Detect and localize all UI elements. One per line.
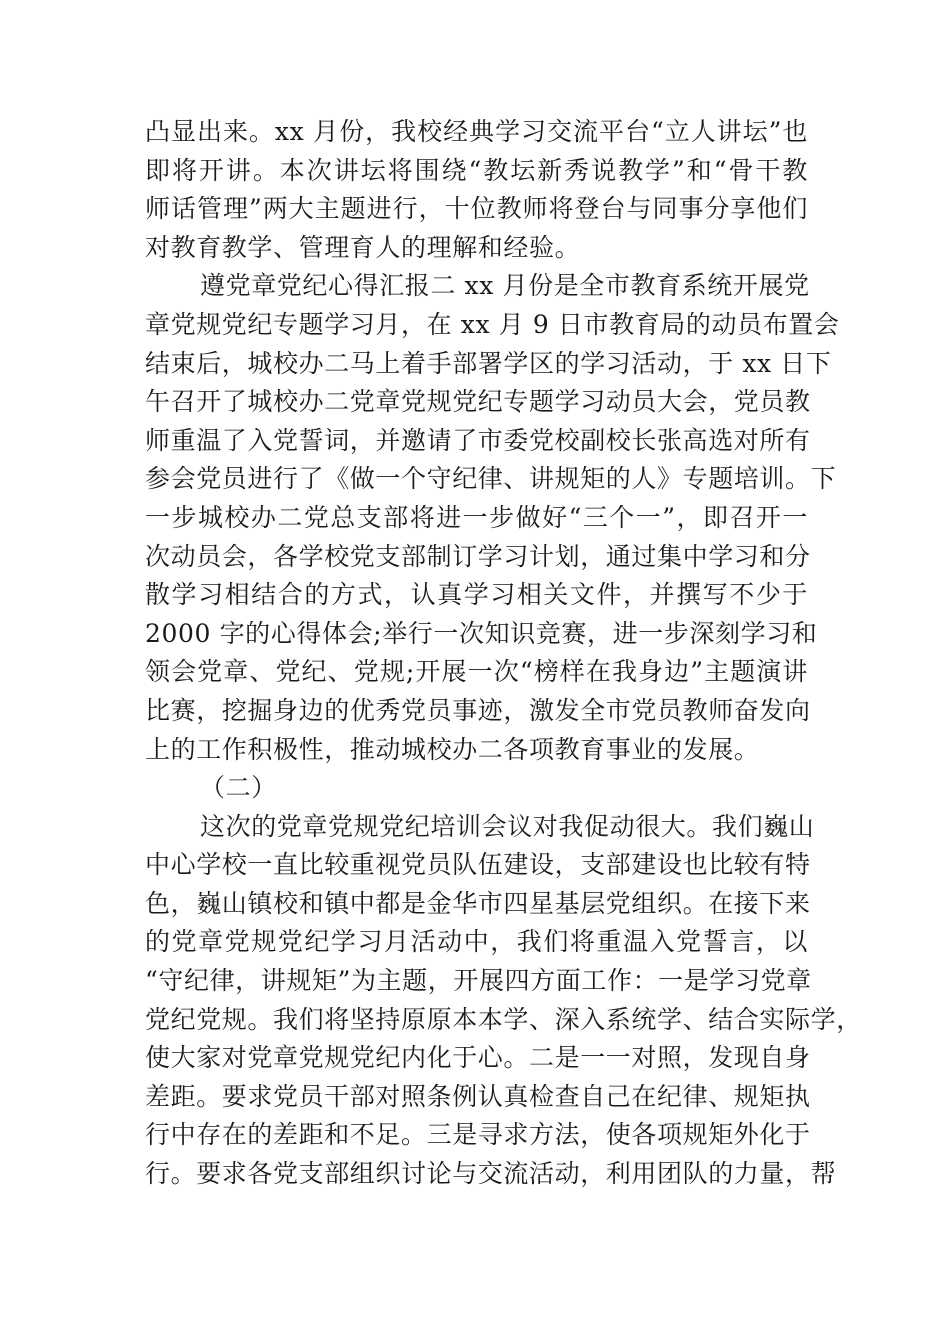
text-line: 凸显出来。xx 月份，我校经典学习交流平台“立人讲坛”也 [145,117,808,146]
text-line: 色，巍山镇校和镇中都是金华市四星基层党组织。在接下来 [145,888,811,918]
text-line: 午召开了城校办二党章党规党纪专题学习动员大会，党员教 [145,387,811,417]
text-line: 对教育教学、管理育人的理解和经验。 [145,232,581,262]
text-line: 章党规党纪专题学习月，在 xx 月 9 日市教育局的动员布置会 [145,309,840,339]
paragraph-2 [145,267,840,769]
text-line: 比赛，挖掘身边的优秀党员事迹，激发全市党员教师奋发向 [145,695,811,725]
text-line: 的党章党规党纪学习月活动中，我们将重温入党誓言，以 [145,927,808,957]
text-line: 2000 字的心得体会;举行一次知识竞赛，进一步深刻学习和 [145,618,818,648]
text-line: 领会党章、党纪、党规;开展一次“榜样在我身边”主题演讲 [145,657,808,687]
text-line: 遵党章党纪心得汇报二 xx 月份是全市教育系统开展党 [200,271,810,301]
text-line: 党纪党规。我们将坚持原原本本学、深入系统学、结合实际学， [145,1004,862,1034]
text-line: 使大家对党章党规党纪内化于心。二是一一对照，发现自身 [145,1043,811,1073]
text-line: 差距。要求党员干部对照条例认真检查自己在纪律、规矩执 [145,1081,811,1111]
paragraph-3 [145,808,862,1194]
document-body [145,113,862,1194]
text-line: 上的工作积极性，推动城校办二各项教育事业的发展。 [145,734,760,764]
text-line: 参会党员进行了《做一个守纪律、讲规矩的人》专题培训。下 [145,464,837,494]
text-line: 结束后，城校办二马上着手部署学区的学习活动，于 xx 日下 [145,348,832,378]
text-line: 行。要求各党支部组织讨论与交流活动，利用团队的力量，帮 [145,1159,837,1189]
text-line: 中心学校一直比较重视党员队伍建设，支部建设也比较有特 [145,850,811,880]
text-line: 行中存在的差距和不足。三是寻求方法，使各项规矩外化于 [145,1120,811,1150]
text-line: “守纪律，讲规矩”为主题，开展四方面工作：一是学习党章 [145,966,812,996]
section-heading [145,769,808,808]
text-line: 师话管理”两大主题进行，十位教师将登台与同事分享他们 [145,194,808,224]
text-line: 这次的党章党规党纪培训会议对我促动很大。我们巍山 [200,811,815,841]
text-line: 次动员会，各学校党支部制订学习计划，通过集中学习和分 [145,541,811,571]
text-line: 师重温了入党誓词，并邀请了市委党校副校长张高选对所有 [145,425,811,455]
text-line: 即将开讲。本次讲坛将围绕“教坛新秀说教学”和“骨干教 [145,155,808,185]
text-line: 散学习相结合的方式，认真学习相关文件，并撰写不少于 [145,580,808,610]
paragraph-1 [145,113,808,267]
section-number: （二） [200,773,277,803]
text-line: 一步城校办二党总支部将进一步做好“三个一”，即召开一 [145,502,808,532]
